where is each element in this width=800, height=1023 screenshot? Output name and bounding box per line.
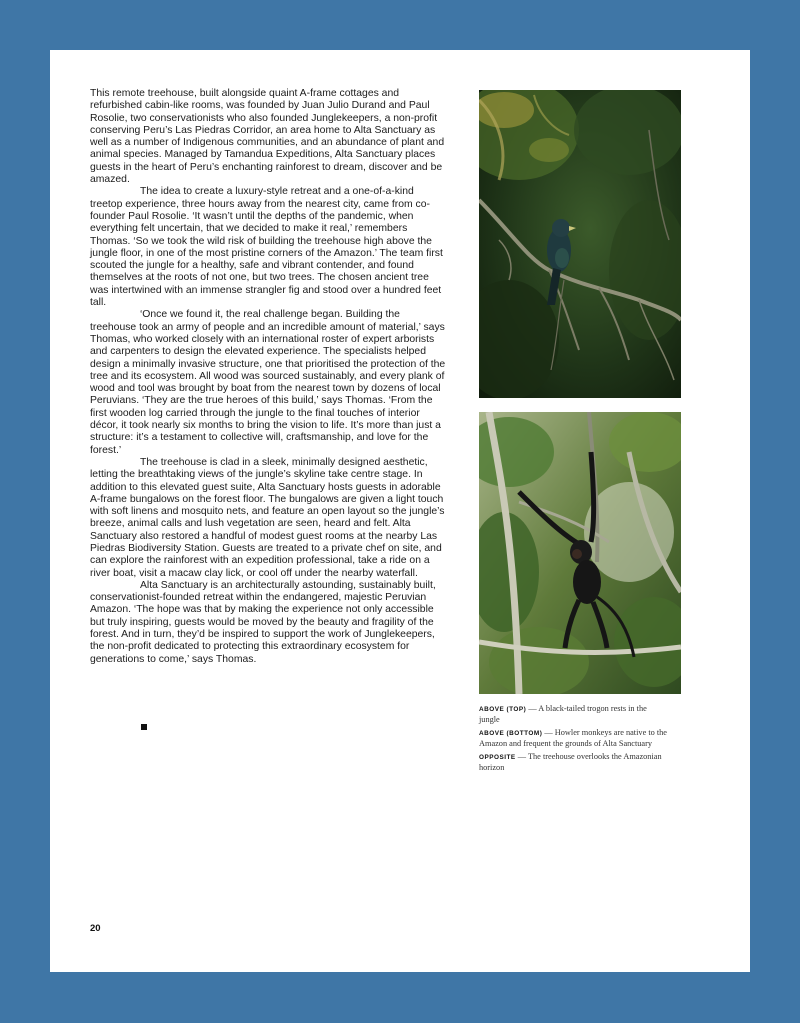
photo-captions <box>479 704 669 777</box>
magazine-page <box>50 50 750 972</box>
caption-label: OPPOSITE <box>479 754 516 762</box>
photo-trogon <box>479 90 681 398</box>
article-paragraph: The treehouse is clad in a sleek, minimally designed aesthetic, letting the breathtaking views of the jungle’s skyline take centre stage. In addition to this elevated guest suite, Alta Sanctuary hosts guests in adorable A-frame bungalows on the forest floor. The bungalows are given a light touch with soft linens and mosquito nets, and feature an open layout so the jungle’s breeze, animal calls and lush vegetation are seen, heard and felt. Alta Sanctuary also restored a handful of modest guest rooms at the nearby Las Piedras Biodiversity Station. Guests are treated to a private chef on site, and can explore the rainforest with an expedition professional, take a ride on a river boat, visit a macaw clay lick, or cool off under the nearby waterfall. <box>90 456 445 579</box>
article-paragraph: ‘Once we found it, the real challenge began. Building the treehouse took an army of people and an incredible amount of material,’ says Thomas, who worked closely with an international roster of expert arborists and carpenters to design the elevated experience. The specialists helped design a minimally invasive structure, one that prioritised the protection of the tree and its ecosystem. All wood was sourced sustainably, and every plank of wood and tool was brought by boat from the nearest town by dozens of local Peruvians. ‘They are the true heroes of this build,’ says Thomas. ‘From the first wooden log carried through the jungle to the final touches of interior décor, it took nearly six months to bring the vision to life. It’s more than just a structure: it’s a testament to collective will, craftsmanship, and love for the forest.’ <box>90 309 446 456</box>
monkey-illustration <box>479 412 681 694</box>
article-paragraph: The idea to create a luxury-style retreat and a one-of-a-kind treetop experience, three hours away from the nearest city, came from co-founder Paul Rosolie. ‘It wasn’t until the depths of the pandemic, when everything felt uncertain, that we decided to make it real,’ remembers Thomas. ‘So we took the wild risk of building the treehouse high above the jungle floor, in one of the most pristine corners of the Amazon.’ The team first scouted the jungle for a healthy, safe and vibrant contender, and found themselves at the roots of not one, but two trees. The chosen ancient tree was intertwined with an immense strangler fig and stood over a hundred feet tall. <box>90 186 443 309</box>
photo-monkey <box>479 412 681 694</box>
end-of-article-mark <box>141 724 147 730</box>
page-number: 20 <box>90 923 101 934</box>
trogon-illustration <box>479 90 681 398</box>
article-body <box>90 88 446 666</box>
caption-bottom <box>479 728 669 748</box>
caption-text: — Howler monkeys are native to the Amazon and frequent the grounds of Alta Sanctuary <box>479 728 667 748</box>
caption-label: ABOVE (BOTTOM) <box>479 730 543 738</box>
caption-opposite <box>479 752 669 772</box>
article-paragraph: This remote treehouse, built alongside quaint A-frame cottages and refurbished cabin-like rooms, was founded by Juan Julio Durand and Paul Rosolie, two conservationists who also founded Junglekeepers, a non-profit conserving Peru’s Las Piedras Corridor, an area home to Alta Sanctuary as well as a number of Indigenous communities, and an abundance of plant and animal species. Managed by Tamandua Expeditions, Alta Sanctuary places guests in the heart of Peru’s enchanting rainforest to dream, discover and be amazed. <box>90 88 445 186</box>
caption-label: ABOVE (TOP) <box>479 706 527 713</box>
caption-top <box>479 704 669 724</box>
caption-text: — A black-tailed trogon rests in the jungle <box>479 704 647 724</box>
article-paragraph: Alta Sanctuary is an architecturally astounding, sustainably built, conservationist-founded retreat within the endangered, majestic Peruvian Amazon. ‘The hope was that by making the experience not only accessible but truly inspiring, guests would be moved by the beauty and fragility of the forest. And in turn, they’d be inspired to support the work of Junglekeepers, the non-profit dedicated to protecting this extraordinary ecosystem for generations to come,’ says Thomas. <box>90 579 436 665</box>
caption-text: — The treehouse overlooks the Amazonian horizon <box>479 752 662 772</box>
